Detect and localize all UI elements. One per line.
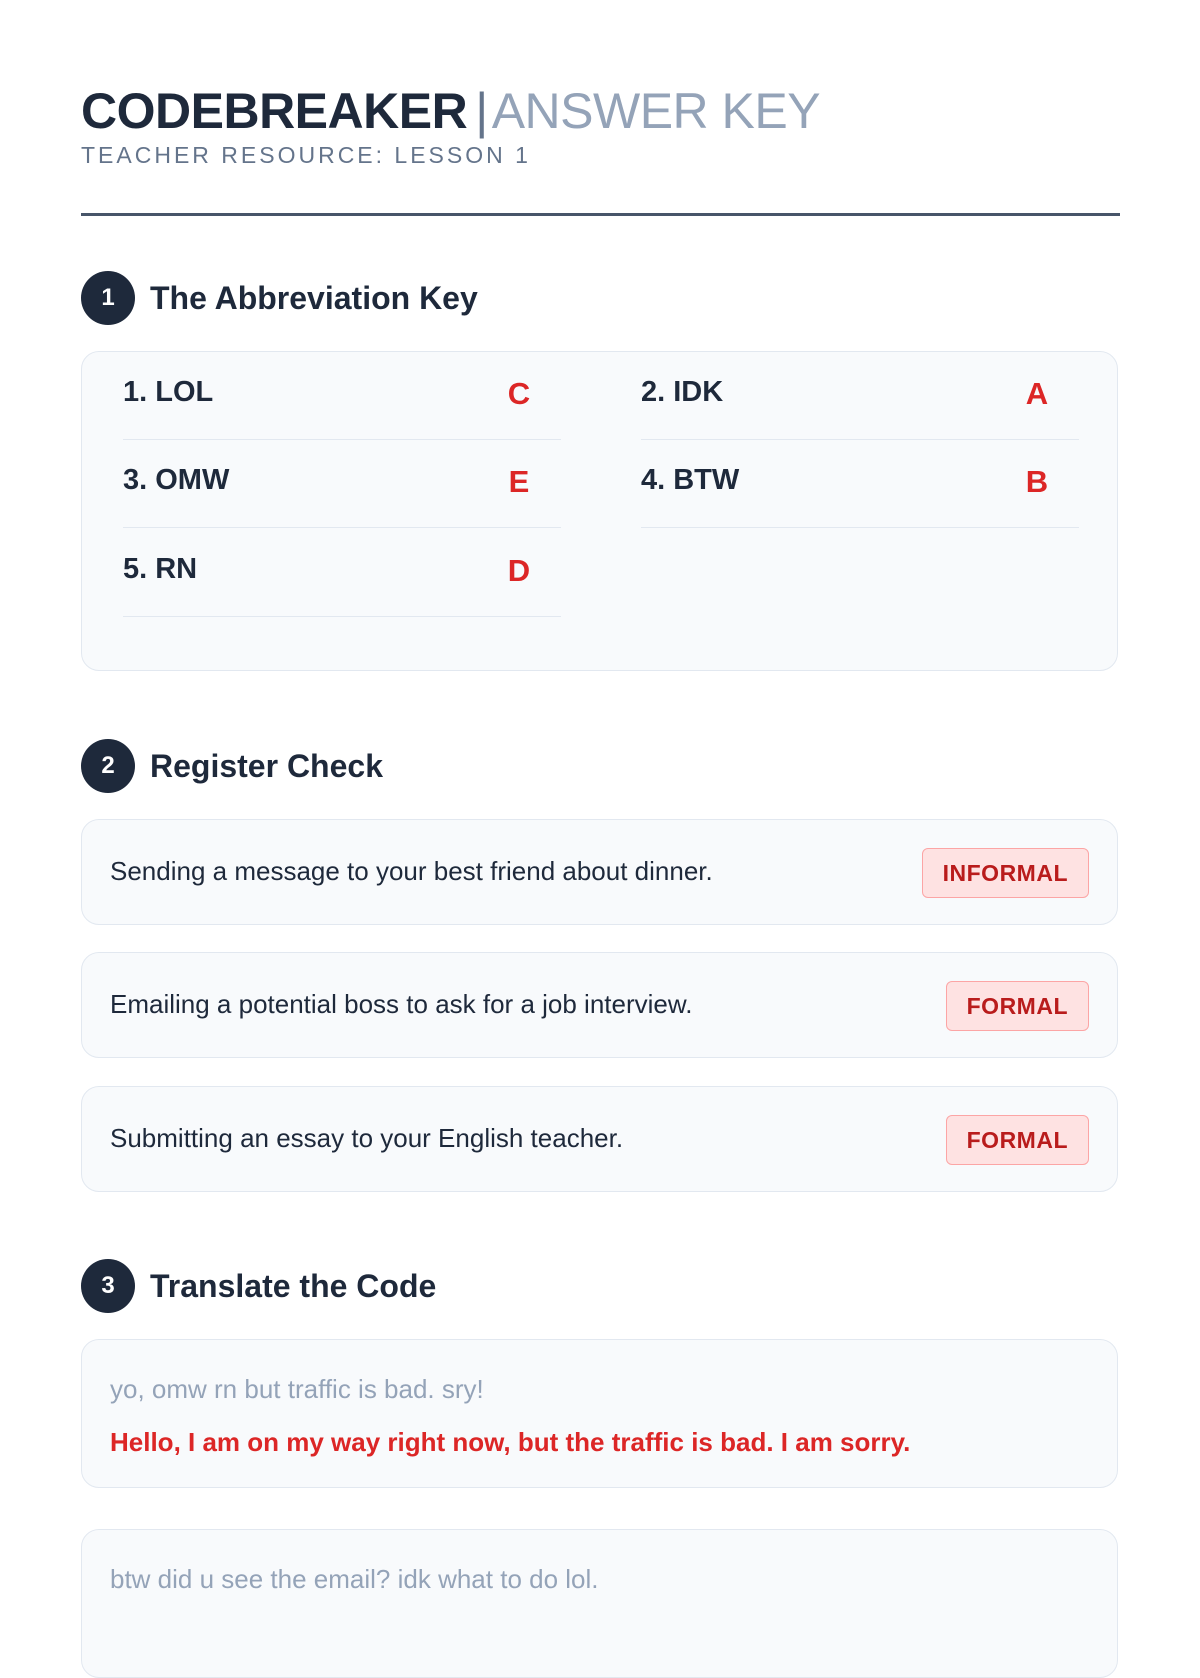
section-heading-translate <box>81 1259 436 1313</box>
register-answer-badge: FORMAL <box>946 981 1089 1031</box>
section-number-badge: 3 <box>81 1259 135 1313</box>
abbreviation-label: 1. LOL <box>123 376 214 408</box>
abbreviation-answer: C <box>507 376 531 411</box>
abbreviation-item <box>641 440 1079 528</box>
coded-message: btw did u see the email? idk what to do lol. <box>110 1564 599 1594</box>
page-subtitle: TEACHER RESOURCE: LESSON 1 <box>81 142 531 168</box>
register-answer-badge: INFORMAL <box>922 848 1089 898</box>
register-scenario: Sending a message to your best friend about dinner. <box>110 856 713 886</box>
title-sub: ANSWER KEY <box>491 83 821 139</box>
abbreviation-label: 5. RN <box>123 553 198 585</box>
abbreviation-item <box>123 529 561 617</box>
answer-key-page <box>81 0 1120 1594</box>
abbreviation-item <box>123 352 561 440</box>
register-card <box>81 952 1118 1058</box>
register-card <box>81 819 1118 925</box>
section-title: Register Check <box>150 747 383 784</box>
abbreviation-label: 3. OMW <box>123 464 230 496</box>
register-scenario: Submitting an essay to your English teacher. <box>110 1123 624 1153</box>
abbreviation-answer: D <box>507 553 531 588</box>
translation-card <box>81 1529 1118 1678</box>
section-number-badge: 2 <box>81 739 135 793</box>
section-heading-register <box>81 739 383 793</box>
page-header <box>81 0 1120 169</box>
abbreviation-label: 2. IDK <box>641 376 724 408</box>
register-card <box>81 1086 1118 1192</box>
translation-card <box>81 1339 1118 1488</box>
title-main: CODEBREAKER <box>81 83 468 139</box>
section-number-badge: 1 <box>81 271 135 325</box>
register-scenario: Emailing a potential boss to ask for a job interview. <box>110 989 693 1019</box>
abbreviation-answer: B <box>1025 464 1049 499</box>
abbreviation-answer: E <box>508 464 530 499</box>
abbreviation-answer: A <box>1025 376 1049 411</box>
section-title: The Abbreviation Key <box>150 279 478 316</box>
title-separator: | <box>475 83 488 139</box>
header-divider <box>81 213 1120 216</box>
coded-message: yo, omw rn but traffic is bad. sry! <box>110 1374 484 1404</box>
abbreviation-label: 4. BTW <box>641 464 740 496</box>
abbreviation-item <box>641 352 1079 440</box>
abbreviation-item <box>123 440 561 528</box>
translation-answer: Hello, I am on my way right now, but the traffic is bad. I am sorry. <box>110 1427 911 1457</box>
register-answer-badge: FORMAL <box>946 1115 1089 1165</box>
abbreviation-key-box <box>81 351 1118 671</box>
section-heading-abbreviations <box>81 271 478 325</box>
section-title: Translate the Code <box>150 1267 437 1304</box>
page-title <box>81 82 1120 140</box>
